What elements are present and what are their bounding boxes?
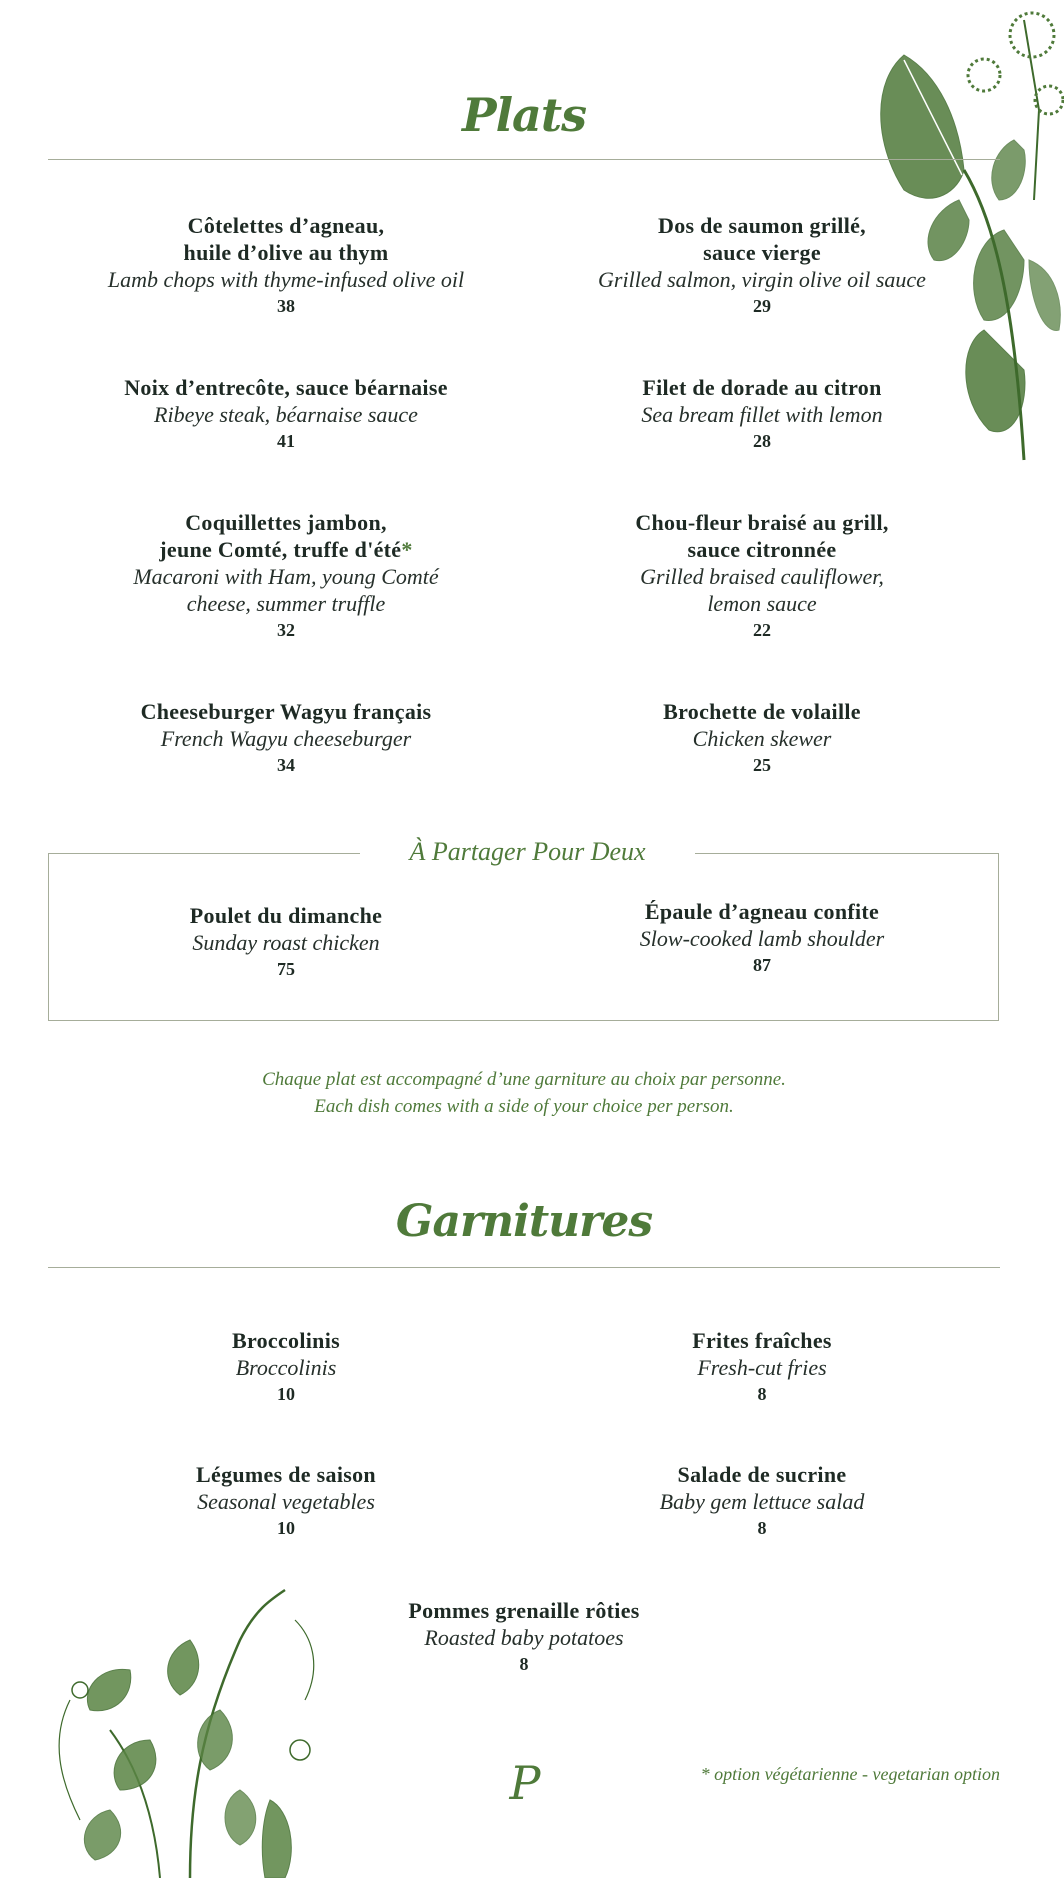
side-item — [48, 1327, 524, 1408]
dish-name-fr: Filet de dorade au citron — [642, 375, 882, 400]
side-dish-note — [0, 1066, 1048, 1120]
dish-price: 41 — [277, 431, 295, 451]
side-item — [286, 1597, 762, 1678]
dish-price: 87 — [753, 955, 771, 975]
dish-name-fr: sauce citronnée — [687, 537, 837, 562]
side-name-fr: Salade de sucrine — [677, 1462, 847, 1487]
note-line-fr: Chaque plat est accompagné d’une garniture au choix par personne. — [262, 1069, 786, 1090]
side-price: 8 — [757, 1384, 767, 1404]
dish-name-en: Lamb chops with thyme-infused olive oil — [107, 267, 465, 292]
dish-name-fr: huile d’olive au thym — [183, 240, 389, 265]
side-name-en: Broccolinis — [235, 1355, 337, 1380]
dish-name-fr: Noix d’entrecôte, sauce béarnaise — [124, 375, 448, 400]
side-name-fr: Pommes grenaille rôties — [408, 1598, 640, 1623]
dish-item — [524, 898, 1000, 979]
dish-name-en: Macaroni with Ham, young Comté — [133, 564, 439, 589]
side-price: 8 — [519, 1654, 529, 1674]
dish-name-en: French Wagyu cheeseburger — [160, 726, 412, 751]
dish-price: 38 — [277, 296, 295, 316]
side-name-fr: Frites fraîches — [692, 1328, 832, 1353]
dish-name-fr: Chou-fleur braisé au grill, — [635, 510, 889, 535]
side-price: 10 — [277, 1518, 295, 1538]
side-name-en: Baby gem lettuce salad — [659, 1489, 865, 1514]
dish-name-fr: Cheeseburger Wagyu français — [140, 699, 432, 724]
dish-item — [48, 902, 524, 983]
side-name-en: Fresh-cut fries — [697, 1355, 827, 1380]
dish-name-fr: Dos de saumon grillé, — [658, 213, 866, 238]
side-price: 10 — [277, 1384, 295, 1404]
share-section-title: À Partager Pour Deux — [360, 832, 695, 872]
dish-price: 22 — [753, 620, 771, 640]
dish-item — [524, 212, 1000, 320]
dish-name-fr: Coquillettes jambon, — [185, 510, 387, 535]
dish-price: 28 — [753, 431, 771, 451]
dish-price: 25 — [753, 755, 771, 775]
divider — [48, 1267, 1000, 1268]
dish-name-en: Grilled braised cauliflower, — [640, 564, 884, 589]
vegetarian-marker: * — [401, 537, 413, 562]
dish-name-en: lemon sauce — [707, 591, 817, 616]
dish-name-fr — [48, 536, 524, 563]
dish-item — [524, 374, 1000, 455]
side-name-en: Roasted baby potatoes — [424, 1625, 624, 1650]
dish-item — [48, 509, 524, 644]
dish-price: 34 — [277, 755, 295, 775]
dish-name-fr: Brochette de volaille — [663, 699, 861, 724]
botanical-pea-plant-illustration — [40, 1580, 350, 1878]
dish-item — [48, 374, 524, 455]
dish-name-en: Slow-cooked lamb shoulder — [639, 926, 885, 951]
dish-name-fr: sauce vierge — [703, 240, 821, 265]
dish-name-en: Sunday roast chicken — [192, 930, 380, 955]
dish-name-fr-line: jeune Comté, truffe d'été — [159, 537, 402, 562]
dish-item — [524, 509, 1000, 644]
section-title-garnitures: Garnitures — [395, 1196, 653, 1247]
dish-name-en: Chicken skewer — [692, 726, 832, 751]
side-name-fr: Broccolinis — [231, 1328, 340, 1353]
side-item — [524, 1327, 1000, 1408]
note-line-en: Each dish comes with a side of your choice per person. — [314, 1096, 734, 1117]
side-name-en: Seasonal vegetables — [197, 1489, 375, 1514]
dish-name-fr: Épaule d’agneau confite — [644, 899, 880, 924]
side-price: 8 — [757, 1518, 767, 1538]
divider — [48, 159, 1000, 160]
side-item — [524, 1461, 1000, 1542]
monogram-logo: P — [509, 1756, 541, 1810]
dish-item — [524, 698, 1000, 779]
side-item — [48, 1461, 524, 1542]
dish-item — [48, 212, 524, 320]
dish-price: 29 — [753, 296, 771, 316]
side-name-fr: Légumes de saison — [196, 1462, 376, 1487]
dish-name-fr: Poulet du dimanche — [189, 903, 383, 928]
dish-name-en: cheese, summer truffle — [186, 591, 386, 616]
dish-price: 75 — [277, 959, 295, 979]
section-title-plats: Plats — [461, 88, 586, 142]
dish-name-en: Sea bream fillet with lemon — [641, 402, 883, 427]
dish-item — [48, 698, 524, 779]
dish-name-fr: Côtelettes d’agneau, — [187, 213, 385, 238]
dish-price: 32 — [277, 620, 295, 640]
dish-name-en: Grilled salmon, virgin olive oil sauce — [598, 267, 926, 292]
dish-name-en: Ribeye steak, béarnaise sauce — [154, 402, 418, 427]
vegetarian-note: * option végétarienne - vegetarian option — [700, 1764, 1000, 1784]
